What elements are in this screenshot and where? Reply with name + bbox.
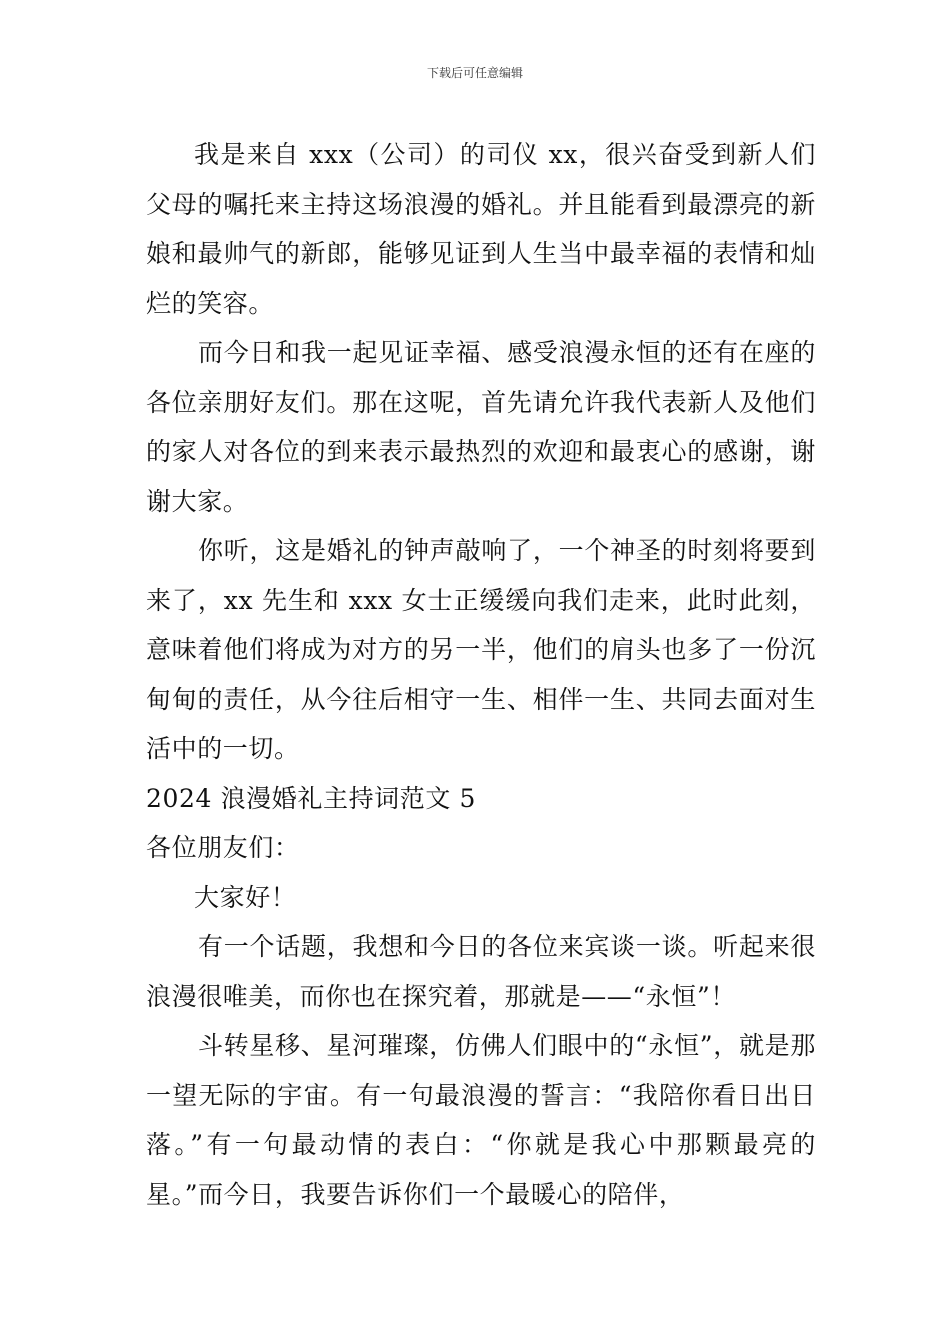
section-title: 2024 浪漫婚礼主持词范文 5	[146, 783, 477, 813]
paragraph-stars-universe: 斗转星移、星河璀璨，仿佛人们眼中的“永恒”，就是那一望无际的宇宙。有一句最浪漫的誓言：“我陪你看日出日落。”有一句最动情的表白：“你就是我心中那颗最亮的星。”而今日，我要告诉你们一个最暖心的陪伴，	[146, 1031, 816, 1209]
document-body	[146, 130, 816, 1219]
paragraph-wedding-bell: 你听，这是婚礼的钟声敲响了，一个神圣的时刻将要到来了，xx 先生和 xxx 女士正缓缓向我们走来，此时此刻，意味着他们将成为对方的另一半，他们的肩头也多了一份沉甸甸的责任，从今往后相守一生、相伴一生、共同去面对生活中的一切。	[146, 536, 816, 763]
paragraph-host-intro: 我是来自 xxx（公司）的司仪 xx，很兴奋受到新人们父母的嘱托来主持这场浪漫的婚礼。并且能看到最漂亮的新娘和最帅气的新郎，能够见证到人生当中最幸福的表情和灿烂的笑容。	[146, 140, 816, 318]
paragraph-topic-eternity: 有一个话题，我想和今日的各位来宾谈一谈。听起来很浪漫很唯美，而你也在探究着，那就是——“永恒”！	[146, 932, 816, 1011]
page-header: 下载后可任意编辑	[426, 66, 523, 80]
greeting: 大家好！	[194, 882, 297, 912]
salutation: 各位朋友们：	[146, 833, 300, 862]
paragraph-welcome-guests: 而今日和我一起见证幸福、感受浪漫永恒的还有在座的各位亲朋好友们。那在这呢，首先请允许我代表新人及他们的家人对各位的到来表示最热烈的欢迎和最衷心的感谢，谢谢大家。	[146, 338, 816, 516]
